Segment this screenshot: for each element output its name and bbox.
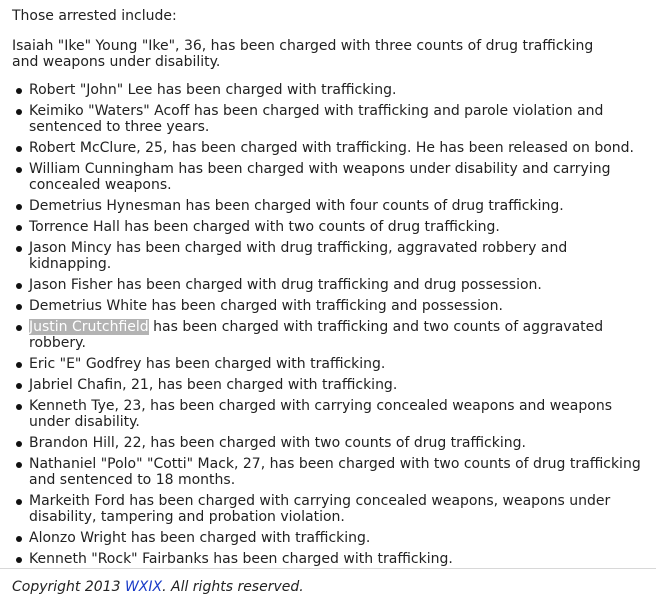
list-item (12, 140, 648, 156)
list-item (12, 493, 648, 525)
list-item-text: Kenneth "Rock" Fairbanks has been charged with trafficking. (29, 551, 453, 567)
list-item-text: Robert McClure, 25, has been charged with trafficking. He has been released on bond. (29, 140, 635, 156)
lead-paragraph: Isaiah "Ike" Young "Ike", 36, has been charged with three counts of drug trafficking and weapons under disability. (12, 38, 594, 70)
list-item-text: Brandon Hill, 22, has been charged with two counts of drug trafficking. (29, 435, 526, 451)
list-item (12, 377, 648, 393)
list-item (12, 240, 648, 272)
article-body (12, 8, 648, 609)
intro-text: Those arrested include: (12, 8, 177, 24)
list-item (12, 398, 648, 430)
bottom-divider (0, 568, 656, 569)
copyright-prefix: Copyright 2013 (12, 579, 125, 595)
list-item-text: William Cunningham has been charged with weapons under disability and carrying concealed weapons. (29, 161, 611, 193)
list-item (12, 456, 648, 488)
arrest-list (12, 82, 648, 567)
list-item-text: Jason Mincy has been charged with drug trafficking, aggravated robbery and kidnapping. (29, 240, 568, 272)
list-item-text: Markeith Ford has been charged with carrying concealed weapons, weapons under disability, tampering and probation violation. (29, 493, 611, 525)
list-item-text: Robert "John" Lee has been charged with trafficking. (29, 82, 397, 98)
selected-name[interactable]: Justin Crutchfield (29, 319, 149, 335)
list-item-text: Eric "E" Godfrey has been charged with trafficking. (29, 356, 386, 372)
wxix-link[interactable]: WXIX (124, 579, 163, 595)
list-item-text: Kenneth Tye, 23, has been charged with carrying concealed weapons and weapons under disability. (29, 398, 612, 430)
copyright-notice (12, 579, 648, 595)
list-item (12, 356, 648, 372)
copyright-suffix: . All rights reserved. (162, 579, 304, 595)
list-item (12, 551, 648, 567)
list-item-text: Alonzo Wright has been charged with trafficking. (29, 530, 371, 546)
list-item-text: Keimiko "Waters" Acoff has been charged with trafficking and parole violation and sentenced to three years. (29, 103, 604, 135)
list-item-text: Demetrius Hynesman has been charged with four counts of drug trafficking. (29, 198, 564, 214)
list-item-text: Nathaniel "Polo" "Cotti" Mack, 27, has been charged with two counts of drug trafficking and sentenced to 18 months. (29, 456, 641, 488)
list-item (12, 298, 648, 314)
list-item-text: Demetrius White has been charged with trafficking and possession. (29, 298, 503, 314)
list-item (12, 530, 648, 546)
list-item-text: Jabriel Chafin, 21, has been charged with trafficking. (29, 377, 398, 393)
list-item (12, 103, 648, 135)
list-item (12, 219, 648, 235)
list-item-text: Torrence Hall has been charged with two counts of drug trafficking. (29, 219, 500, 235)
list-item-text: Jason Fisher has been charged with drug trafficking and drug possession. (29, 277, 542, 293)
list-item (12, 435, 648, 451)
list-item (12, 161, 648, 193)
list-item (12, 82, 648, 98)
list-item-text: has been charged with trafficking and two counts of aggravated robbery. (29, 319, 604, 351)
list-item (12, 198, 648, 214)
list-item (12, 277, 648, 293)
list-item (12, 319, 648, 351)
